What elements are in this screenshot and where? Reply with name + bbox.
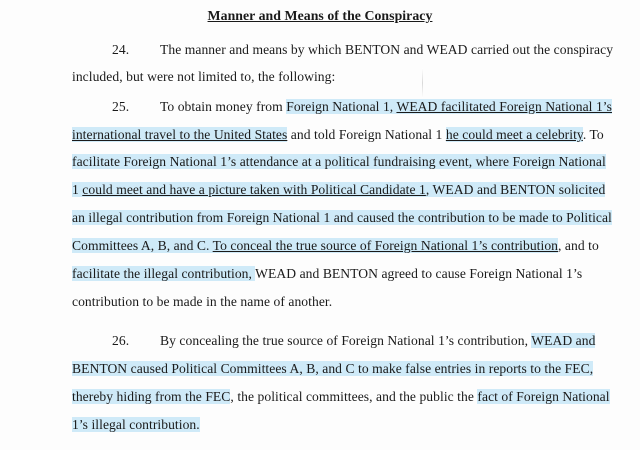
- paragraph-26-line-3: [72, 387, 610, 407]
- highlighted-text: 1: [72, 182, 83, 197]
- highlighted-text: an illegal contribution from Foreign National 1 and caused the contribution to be made to Political: [72, 210, 612, 225]
- highlighted-underlined-text: he could meet a celebrity: [445, 127, 583, 142]
- paragraph-26-line-1: [112, 331, 595, 351]
- paragraph-text: , and to: [558, 238, 599, 253]
- highlighted-text: BENTON caused Political Committees A, B, and C to make false entries in reports to the FEC,: [72, 361, 594, 376]
- paragraph-25-line-4: [72, 180, 605, 200]
- paragraph-25-line-2: [72, 125, 604, 145]
- highlighted-text: , WEAD and BENTON solicited: [425, 182, 606, 197]
- highlighted-underlined-text: WEAD facilitated Foreign National 1’s: [396, 99, 612, 114]
- paragraph-text: By concealing the true source of Foreign National 1’s contribution,: [160, 333, 532, 348]
- highlighted-text: Committees A, B, and C.: [72, 238, 213, 253]
- paragraph-number: 25.: [112, 99, 130, 114]
- highlighted-text: facilitate Foreign National 1’s attendance at a political fundraising event, where Foreign National: [72, 154, 606, 169]
- paragraph-25-line-7: [72, 264, 582, 284]
- paragraph-25-line-5: [72, 208, 612, 228]
- paragraph-text: WEAD and BENTON agreed to cause Foreign National 1’s: [255, 266, 583, 281]
- paragraph-text: The manner and means by which BENTON and WEAD carried out the conspiracy: [160, 42, 614, 57]
- paragraph-24-line-2: included, but were not limited to, the following:: [72, 69, 336, 84]
- highlighted-underlined-text: international travel to the United States: [72, 127, 288, 142]
- scan-artifact: [422, 68, 423, 98]
- paragraph-25-line-3: [72, 152, 606, 172]
- highlighted-text: facilitate the illegal contribution,: [72, 266, 256, 281]
- paragraph-26-line-2: [72, 359, 593, 379]
- paragraph-number: 24.: [112, 42, 130, 57]
- highlighted-underlined-text: To conceal the true source of Foreign National 1’s contribution: [212, 238, 559, 253]
- paragraph-text: To obtain money from: [160, 99, 287, 114]
- section-heading: Manner and Means of the Conspiracy: [207, 8, 433, 23]
- paragraph-26-line-4: [72, 415, 200, 435]
- paragraph-25-line-1: [112, 97, 612, 117]
- paragraph-text: and told Foreign National 1: [287, 127, 446, 142]
- highlighted-text: fact of Foreign National: [477, 389, 610, 404]
- paragraph-text: , the political committees, and the public the: [230, 389, 478, 404]
- highlighted-text: Foreign National 1,: [286, 99, 397, 114]
- highlighted-underlined-text: could meet and have a picture taken with Political Candidate 1: [82, 182, 426, 197]
- highlighted-text: thereby hiding from the FEC: [72, 389, 231, 404]
- paragraph-number: 26.: [112, 333, 130, 348]
- highlighted-text: 1’s illegal contribution.: [72, 417, 200, 432]
- paragraph-25-line-6: [72, 236, 599, 256]
- paragraph-25-line-8: contribution to be made in the name of another.: [72, 294, 333, 309]
- paragraph-24-line-1: [112, 40, 613, 60]
- highlighted-text: WEAD and: [531, 333, 596, 348]
- paragraph-text: . To: [582, 127, 604, 142]
